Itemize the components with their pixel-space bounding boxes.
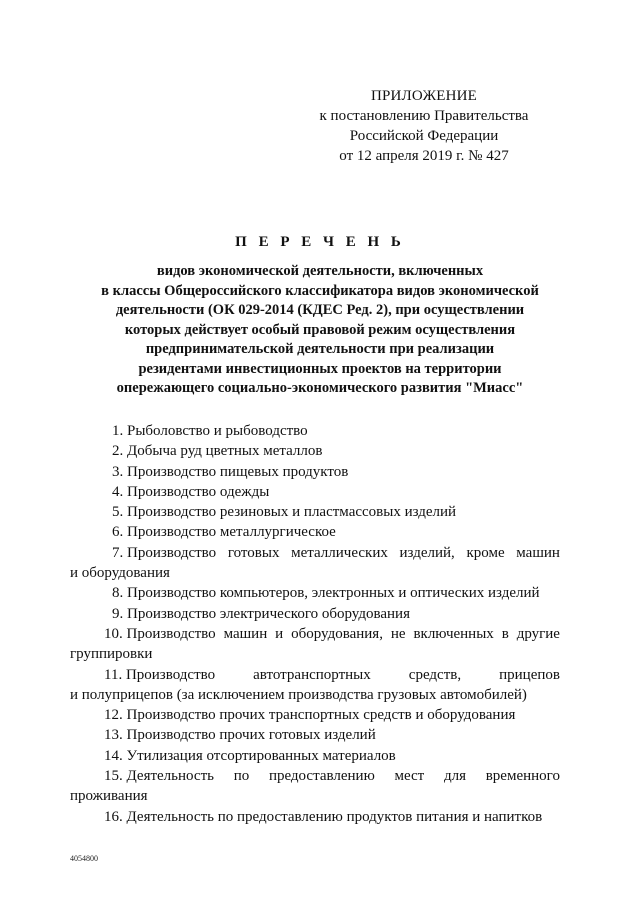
list-word: кроме: [466, 544, 505, 561]
list-item-text: 8. Производство компьютеров, электронных и оптических изделий: [112, 585, 540, 602]
list-word: 11. Производство: [104, 666, 216, 683]
list-word: изделий,: [399, 544, 455, 561]
subtitle-line: опережающего социально-экономического развития "Миасс": [116, 380, 524, 396]
list-word: для: [443, 768, 466, 785]
list-item: [70, 665, 560, 706]
list-word: автотранспортных: [253, 666, 371, 683]
appendix-title: ПРИЛОЖЕНИЕ: [370, 88, 478, 104]
list-word: в: [501, 625, 509, 642]
list-item: [70, 462, 560, 482]
subtitle-line: деятельности (ОК 029-2014 (КДЕС Ред. 2), при осуществлении: [115, 302, 525, 318]
list-item-text: 16. Деятельность по предоставлению продуктов питания и напитков: [104, 808, 543, 825]
subtitle-line: в классы Общероссийского классификатора видов экономической: [101, 282, 539, 299]
list-item: [70, 543, 560, 584]
list-item-text: 1. Рыболовство и рыбоводство: [112, 423, 308, 439]
list-item: [70, 421, 560, 441]
list-word: мест: [394, 768, 425, 785]
list-word: 7. Производство: [112, 544, 217, 561]
list-word: не: [390, 625, 406, 642]
list-word: готовых: [227, 544, 280, 561]
appendix-block: [300, 86, 548, 166]
list-word: временного: [485, 768, 560, 785]
list-word: оборудования,: [291, 625, 383, 642]
list-word: машин: [516, 544, 560, 561]
document-id: 4054800: [70, 854, 98, 863]
list-word: 15. Деятельность: [104, 768, 214, 785]
list-word: средств,: [408, 666, 462, 683]
list-item-text: 12. Производство прочих транспортных средств и оборудования: [104, 707, 516, 724]
list-item-continuation: и оборудования: [70, 565, 170, 582]
list-item-text: 9. Производство электрического оборудования: [112, 605, 410, 622]
list-item-continuation: проживания: [70, 788, 148, 805]
list-item-continuation: группировки: [70, 646, 153, 663]
list-word: по: [233, 768, 250, 785]
list-item: [70, 482, 560, 502]
list-word: другие: [516, 625, 560, 642]
list-word: прицепов: [499, 666, 560, 683]
list-item-text: 14. Утилизация отсортированных материалов: [104, 747, 396, 764]
list-item: [70, 766, 560, 807]
activity-list: [70, 421, 560, 827]
list-item: [70, 441, 560, 461]
list-word: предоставлению: [268, 768, 375, 785]
list-word: 10. Производство: [104, 625, 216, 642]
list-word: включенных: [413, 625, 494, 642]
subtitle-line: предпринимательской деятельности при реализации: [145, 341, 495, 357]
subtitle-line: резидентами инвестиционных проектов на территории: [138, 360, 502, 377]
list-item: [70, 624, 560, 665]
list-item: [70, 807, 560, 827]
list-item-text: 4. Производство одежды: [112, 483, 270, 500]
list-word: металлических: [291, 544, 388, 561]
subtitle-line: видов экономической деятельности, включенных: [156, 263, 484, 279]
list-item-continuation: и полуприцепов (за исключением производства грузовых автомобилей): [70, 686, 527, 703]
appendix-line-2: Российской Федерации: [349, 128, 499, 144]
list-item-text: 3. Производство пищевых продуктов: [112, 463, 349, 480]
subtitle-line: которых действует особый правовой режим осуществления: [124, 321, 516, 338]
list-item-justified: [70, 766, 560, 786]
list-item: [70, 502, 560, 522]
document-heading: П Е Р Е Ч Е Н Ь: [235, 234, 405, 250]
list-item-justified: [70, 665, 560, 685]
list-item-text: 13. Производство прочих готовых изделий: [104, 727, 376, 744]
appendix-line-1: к постановлению Правительства: [319, 108, 529, 124]
list-word: и: [275, 625, 284, 642]
list-item-justified: [70, 624, 560, 644]
list-item-justified: [70, 543, 560, 563]
list-item: [70, 725, 560, 745]
list-item: [70, 522, 560, 542]
list-item: [70, 746, 560, 766]
list-item: [70, 583, 560, 603]
list-item-text: 6. Производство металлургическое: [112, 524, 336, 541]
list-word: машин: [223, 625, 268, 642]
list-item-text: 5. Производство резиновых и пластмассовых изделий: [112, 504, 457, 521]
list-item: [70, 705, 560, 725]
appendix-line-3: от 12 апреля 2019 г. № 427: [339, 148, 509, 164]
list-item-text: 2. Добыча руд цветных металлов: [112, 443, 323, 460]
list-item: [70, 604, 560, 624]
document-subtitle: [64, 262, 576, 399]
